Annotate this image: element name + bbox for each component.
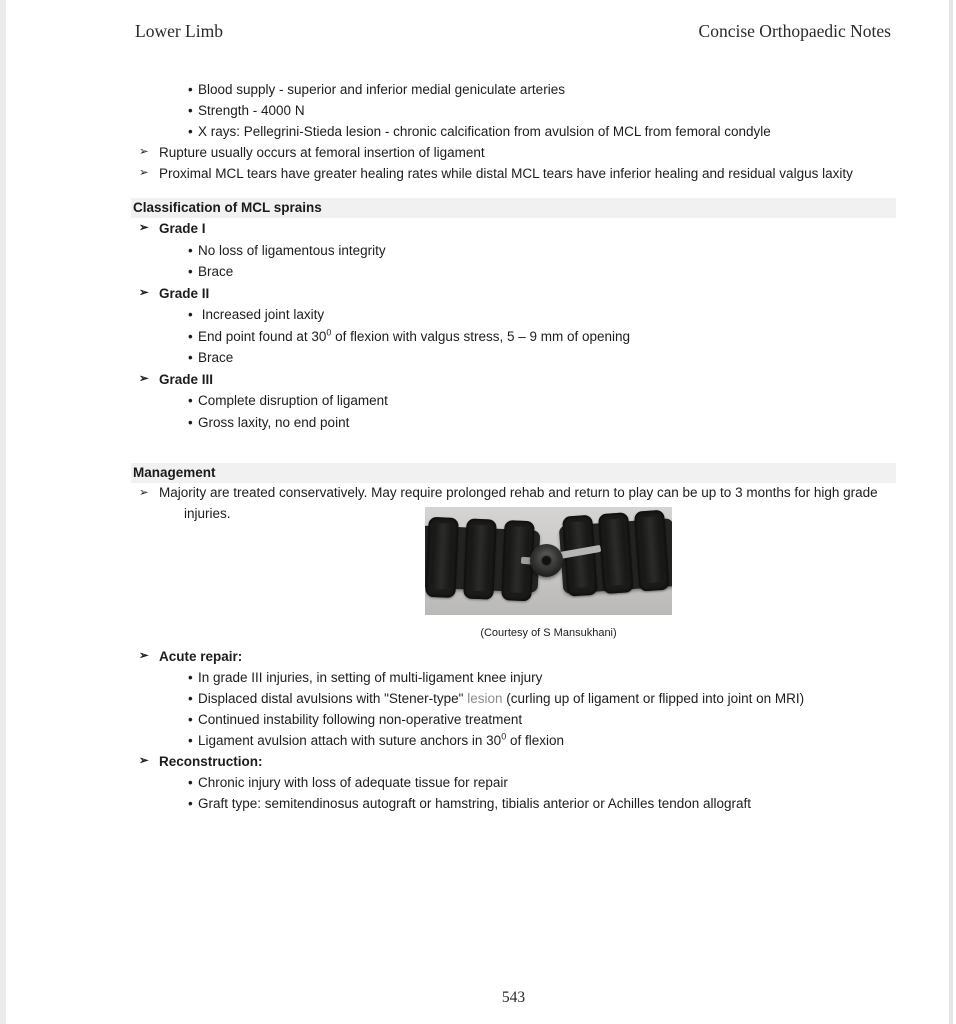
knee-brace-figure xyxy=(425,507,672,641)
list-item xyxy=(131,79,896,100)
running-header-left: Lower Limb xyxy=(135,21,223,41)
list-item xyxy=(131,709,896,730)
list-item-text: No loss of ligamentous integrity xyxy=(198,242,386,258)
list-item xyxy=(131,772,896,793)
bullet-icon: • xyxy=(188,775,193,790)
bullet-icon: • xyxy=(188,733,193,748)
list-item-text: Brace xyxy=(198,264,234,279)
brace-strap xyxy=(425,517,458,598)
arrow-bullet-icon: ➢ xyxy=(139,146,149,158)
superscript-zero: 0 xyxy=(326,327,332,337)
arrow-bullet-icon: ➢ xyxy=(139,167,149,179)
list-item-text: Brace xyxy=(198,350,234,365)
list-item-text: (curling up of ligament or flipped into joint on MRI) xyxy=(502,691,805,706)
superscript-zero: 0 xyxy=(501,731,507,742)
arrow-bullet-icon: ➢ xyxy=(139,650,149,662)
arrow-bullet-icon: ➢ xyxy=(139,286,149,299)
reconstruction-heading: ➢ Reconstruction: xyxy=(131,751,896,772)
bullet-icon: • xyxy=(188,328,193,344)
page-edge-left xyxy=(0,0,6,1024)
bullet-icon: • xyxy=(188,796,193,811)
muted-word: lesion xyxy=(467,691,503,706)
section-heading-management: Management xyxy=(131,463,896,483)
page-number: 543 xyxy=(501,989,526,1006)
bullet-icon: • xyxy=(188,242,193,258)
arrow-bullet-icon: ➢ xyxy=(139,487,149,499)
grade-2-heading: ➢ Grade II xyxy=(131,283,896,305)
page-edge-right xyxy=(949,0,953,1024)
list-item-text: Complete disruption of ligament xyxy=(198,393,388,408)
list-item xyxy=(131,240,896,262)
bullet-icon: • xyxy=(188,103,193,118)
list-item-text: Chronic injury with loss of adequate tissue for repair xyxy=(198,775,508,790)
section-heading-classification: Classification of MCL sprains xyxy=(131,198,896,218)
running-header-right: Concise Orthopaedic Notes xyxy=(698,21,891,41)
list-item-text: End point found at 30 xyxy=(198,328,327,344)
list-item-text: Continued instability following non-operative treatment xyxy=(198,712,523,727)
list-item-text: Blood supply - superior and inferior medial geniculate arteries xyxy=(198,82,565,97)
list-item-text: Proximal MCL tears have greater healing rates while distal MCL tears have inferior healing and residual valgus laxity xyxy=(159,166,853,181)
figure-caption: (Courtesy of S Mansukhani) xyxy=(480,627,617,639)
list-item-text: In grade III injuries, in setting of multi-ligament knee injury xyxy=(198,670,543,685)
list-item-text: Graft type: semitendinosus autograft or hamstring, tibialis anterior or Achilles tendon allograft xyxy=(198,796,752,811)
list-item xyxy=(131,347,896,369)
bullet-icon: • xyxy=(188,393,193,408)
list-item xyxy=(131,412,896,434)
list-item-text: Displaced distal avulsions with "Stener-type" xyxy=(198,691,468,706)
bullet-icon: • xyxy=(188,670,193,685)
list-item-text: Ligament avulsion attach with suture anchors in 30 xyxy=(198,733,502,748)
list-item xyxy=(131,100,896,121)
bullet-icon: • xyxy=(188,414,193,430)
list-item xyxy=(131,390,896,412)
list-item xyxy=(131,667,896,688)
list-item-text: of flexion xyxy=(506,733,564,748)
bullet-icon: • xyxy=(188,307,193,322)
list-item-text: Increased joint laxity xyxy=(198,307,325,322)
list-item xyxy=(131,142,896,163)
brace-strap xyxy=(634,510,670,592)
acute-repair-heading: ➢ Acute repair: xyxy=(131,646,896,667)
list-item-text: X rays: Pellegrini-Stieda lesion - chronic calcification from avulsion of MCL from femoral condyle xyxy=(198,124,771,139)
brace-strap xyxy=(598,512,634,594)
arrow-bullet-icon: ➢ xyxy=(139,755,149,767)
bullet-icon: • xyxy=(188,691,193,706)
list-item xyxy=(131,793,896,814)
list-item xyxy=(131,304,896,326)
classification-section xyxy=(131,218,896,433)
brace-strap xyxy=(463,518,496,599)
list-item-text: Strength - 4000 N xyxy=(198,103,305,118)
arrow-bullet-icon: ➢ xyxy=(139,222,149,234)
list-item-text: Gross laxity, no end point xyxy=(198,414,350,430)
list-item-text: Rupture usually occurs at femoral insertion of ligament xyxy=(159,145,485,160)
bullet-icon: • xyxy=(188,264,193,279)
bullet-icon: • xyxy=(188,82,193,97)
page-body xyxy=(131,79,896,814)
arrow-bullet-icon: ➢ xyxy=(139,372,149,385)
list-item xyxy=(131,163,896,184)
list-item xyxy=(131,730,896,751)
list-item xyxy=(131,121,896,142)
running-header xyxy=(135,21,891,42)
list-item xyxy=(131,688,896,709)
list-item xyxy=(131,326,896,348)
bullet-icon: • xyxy=(188,712,193,727)
bullet-icon: • xyxy=(188,124,193,139)
bullet-icon: • xyxy=(188,350,193,365)
hinge-dial xyxy=(530,544,563,577)
grade-3-heading: ➢ Grade III xyxy=(131,369,896,391)
grade-1-heading: ➢ Grade I xyxy=(131,218,896,240)
list-item xyxy=(131,261,896,283)
paragraph-text: Majority are treated conservatively. May require prolonged rehab and return to play can be up to 3 months for high grade injuries. xyxy=(159,485,882,521)
list-item-text: of flexion with valgus stress, 5 – 9 mm of opening xyxy=(331,328,631,344)
brace-photo xyxy=(425,507,672,615)
